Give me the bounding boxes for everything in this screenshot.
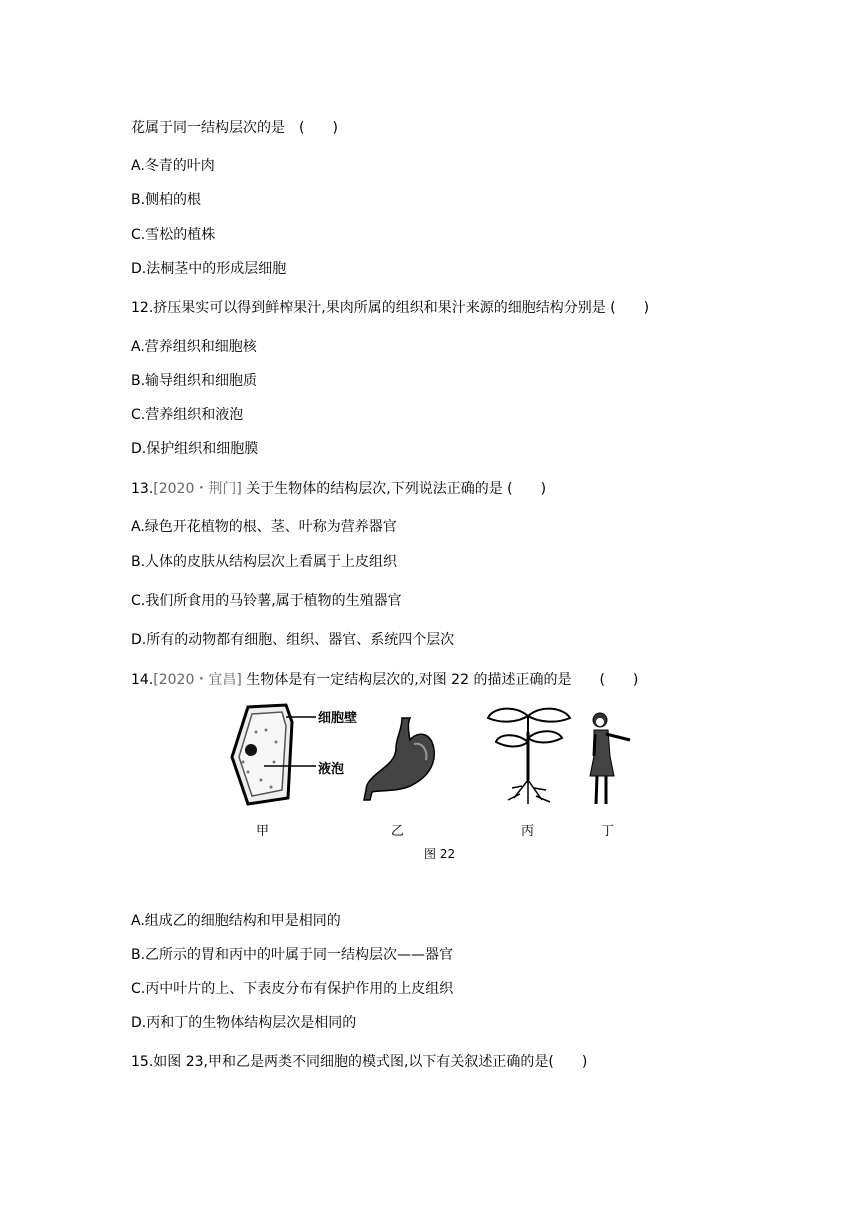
option-14-d: D.丙和丁的生物体结构层次是相同的 [131, 1015, 357, 1031]
stomach-illustration [362, 716, 442, 802]
option-14-a: A.组成乙的细胞结构和甲是相同的 [131, 913, 341, 929]
label-cell-wall: 细胞壁 [318, 711, 358, 726]
figure-label-bing: 丙 [521, 824, 535, 839]
figure-label-jia: 甲 [256, 824, 270, 839]
option-12-b: B.输导组织和细胞质 [131, 373, 258, 389]
question-13 [131, 480, 546, 498]
figure-label-yi: 乙 [391, 824, 405, 839]
option-11-d: D.法桐茎中的形成层细胞 [131, 261, 287, 277]
option-14-b: B.乙所示的胃和丙中的叶属于同一结构层次——器官 [131, 947, 454, 963]
question-14-source: [2020・宜昌] [153, 672, 242, 688]
figure-label-ding: 丁 [601, 824, 615, 839]
question-14-text: 生物体是有一定结构层次的,对图 22 的描述正确的是 ( ) [241, 672, 639, 688]
question-13-number: 13. [131, 481, 154, 497]
option-13-d: D.所有的动物都有细胞、组织、器官、系统四个层次 [131, 632, 455, 648]
option-11-b: B.侧柏的根 [131, 192, 202, 208]
option-12-d: D.保护组织和细胞膜 [131, 441, 259, 457]
option-11-c: C.雪松的植株 [131, 227, 216, 243]
question-15: 15.如图 23,甲和乙是两类不同细胞的模式图,以下有关叙述正确的是( ) [131, 1054, 588, 1070]
option-12-c: C.营养组织和液泡 [131, 407, 244, 423]
figure-22 [226, 702, 646, 862]
option-13-c: C.我们所食用的马铃薯,属于植物的生殖器官 [131, 593, 402, 609]
person-illustration [584, 710, 634, 808]
option-11-a: A.冬青的叶肉 [131, 158, 215, 174]
question-14 [131, 671, 638, 689]
option-14-c: C.丙中叶片的上、下表皮分布有保护作用的上皮组织 [131, 981, 454, 997]
question-13-source: [2020・荆门] [153, 481, 242, 497]
option-13-a: A.绿色开花植物的根、茎、叶称为营养器官 [131, 519, 397, 535]
question-13-text: 关于生物体的结构层次,下列说法正确的是 ( ) [241, 481, 547, 497]
question-12: 12.挤压果实可以得到鲜榨果汁,果肉所属的组织和果汁来源的细胞结构分别是 ( ) [131, 300, 650, 316]
question-11-tail: 花属于同一结构层次的是 ( ) [131, 120, 338, 136]
option-12-a: A.营养组织和细胞核 [131, 339, 257, 355]
figure-22-caption: 图 22 [424, 847, 456, 861]
question-14-number: 14. [131, 672, 154, 688]
option-13-b: B.人体的皮肤从结构层次上看属于上皮组织 [131, 554, 398, 570]
label-vacuole: 液泡 [318, 762, 345, 777]
plant-illustration [484, 702, 574, 806]
